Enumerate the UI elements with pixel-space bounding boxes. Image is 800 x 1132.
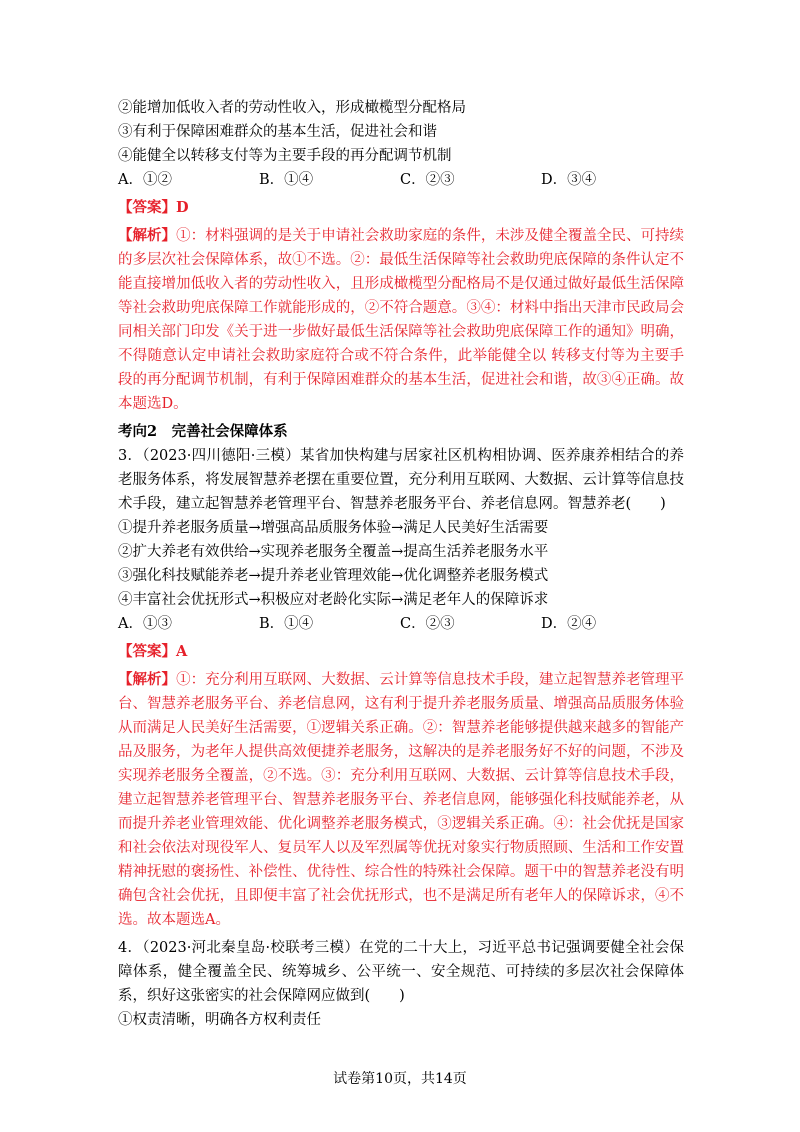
section-heading: 考向2 完善社会保障体系 (118, 423, 288, 440)
q2-option-4: ④能健全以转移支付等为主要手段的再分配调节机制 (118, 148, 452, 164)
q2-analysis-text: ①：材料强调的是关于申请社会救助家庭的条件，未涉及健全覆盖全民、可持续的多层次社会保障体系，故①不选。②：最低生活保障等社会救助兜底保障的条件认定不能直接增加低收入者的劳动性收入，且形成橄榄型分配格局不是仅通过做好最低生活保障等社会救助兜底保障工作就能形成的，②不符合题意。③④：材料中指出天津市民政局会同相关部门印发《关于进一步做好最低生活保障等社会救助兜底保障工作的通知》明确，不得随意认定申请社会救助家庭符合或不符合条件，此举能健全以 转移支付等为主要手段的再分配调节机制，有利于保障困难群众的基本生活，促进社会和谐，故③④正确。故本题选D。 (118, 228, 685, 412)
q2-choice-a: A．①② (118, 172, 172, 188)
q3-choices (118, 612, 684, 636)
q2-choice-b: B．①④ (259, 172, 314, 188)
q2-option-2: ②能增加低收入者的劳动性收入，形成橄榄型分配格局 (118, 100, 466, 116)
q3-choice-b: B．①④ (259, 616, 314, 632)
q3-option-4: ④丰富社会优抚形式→积极应对老龄化实际→满足老年人的保障诉求 (118, 592, 549, 608)
page-footer: 试卷第10页，共14页 (333, 1071, 467, 1087)
q3-choice-c: C．②③ (400, 616, 455, 632)
q2-answer (118, 196, 684, 220)
q3-answer-label: 【答案】 (118, 643, 176, 660)
q2-analysis-label: 【解析】 (118, 227, 177, 244)
q3-choice-d: D．②④ (541, 616, 597, 632)
q4-stem: 4．（2023·河北秦皇岛·校联考三模）在党的二十大上，习近平总书记强调要健全社会保障体系，健全覆盖全民、统筹城乡、公平统一、安全规范、可持续的多层次社会保障体系，织好这张密实的社会保障网应做到( ) (118, 940, 684, 1004)
q4-option-1: ①权责清晰，明确各方权利责任 (118, 1012, 321, 1028)
page-content (118, 96, 684, 1032)
q3-stem: 3．（2023·四川德阳·三模）某省加快构建与居家社区机构相协调、医养康养相结合的养老服务体系，将发展智慧养老摆在重要位置，充分利用互联网、大数据、云计算等信息技术手段，建立起智慧养老管理平台、智慧养老服务平台、养老信息网。智慧养老( ) (118, 448, 684, 512)
q2-analysis (118, 224, 684, 416)
q3-analysis (118, 668, 684, 932)
q3-option-3: ③强化科技赋能养老→提升养老业管理效能→优化调整养老服务模式 (118, 568, 549, 584)
q3-answer (118, 640, 684, 664)
q3-analysis-text: ①：充分利用互联网、大数据、云计算等信息技术手段，建立起智慧养老管理平台、智慧养老服务平台、养老信息网，这有利于提升养老服务质量、增强高品质服务体验从而满足人民美好生活需要，①逻辑关系正确。②：智慧养老能够提供越来越多的智能产品及服务，为老年人提供高效便捷养老服务，这解决的是养老服务好不好的问题，不涉及实现养老服务全覆盖，②不选。③：充分利用互联网、大数据、云计算等信息技术手段，建立起智慧养老管理平台、智慧养老服务平台、养老信息网，能够强化科技赋能养老，从而提升养老业管理效能、优化调整养老服务模式，③逻辑关系正确。④：社会优抚是国家和社会依法对现役军人、复员军人以及军烈属等优抚对象实行物质照顾、生活和工作安置精神抚慰的褒扬性、补偿性、优待性、综合性的特殊社会保障。题干中的智慧养老没有明确包含社会优抚，且即便丰富了社会优抚形式，也不是满足所有老年人的保障诉求，④不选。故本题选A。 (118, 672, 685, 928)
q2-choice-c: C．②③ (400, 172, 455, 188)
q3-analysis-label: 【解析】 (118, 671, 177, 688)
q2-answer-value: D (176, 199, 189, 216)
q2-choice-d: D．③④ (541, 172, 597, 188)
q3-option-1: ①提升养老服务质量→增强高品质服务体验→满足人民美好生活需要 (118, 520, 549, 536)
q3-choice-a: A．①③ (118, 616, 172, 632)
q3-option-2: ②扩大养老有效供给→实现养老服务全覆盖→提高生活养老服务水平 (118, 544, 549, 560)
q2-choices (118, 168, 684, 192)
q2-answer-label: 【答案】 (118, 199, 176, 216)
q3-answer-value: A (176, 643, 188, 660)
q2-option-3: ③有利于保障困难群众的基本生活，促进社会和谐 (118, 124, 437, 140)
